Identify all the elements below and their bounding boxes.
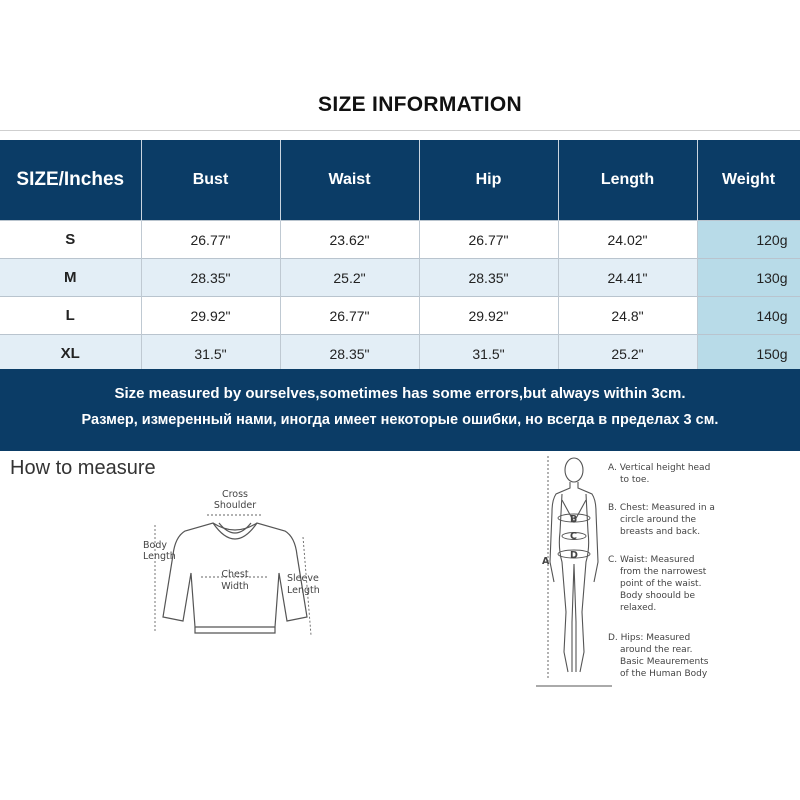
length-cell: 24.8": [558, 297, 697, 335]
note-english: Size measured by ourselves,sometimes has some errors,but always within 3cm.: [114, 385, 686, 402]
header-size: SIZE/Inches: [0, 140, 141, 221]
note-d-line4: of the Human Body: [620, 669, 708, 679]
note-d-line1: D. Hips: Measured: [608, 633, 691, 643]
note-c-line1: C. Waist: Measured: [608, 555, 695, 565]
body-measure-diagram: [530, 452, 770, 692]
waist-cell: 25.2": [280, 259, 419, 297]
table-row: [0, 259, 800, 297]
note-c-line3: point of the waist.: [620, 579, 702, 589]
sweater-measure-diagram: [135, 485, 335, 645]
sleeve-length-label-2: Length: [287, 585, 320, 596]
table-row: [0, 335, 800, 373]
header-weight: Weight: [697, 140, 800, 221]
bust-cell: 31.5": [141, 335, 280, 373]
weight-cell: 120g: [697, 221, 800, 259]
note-b-line3: breasts and back.: [620, 527, 701, 537]
note-d-line2: around the rear.: [620, 645, 693, 655]
table-row: [0, 221, 800, 259]
body-length-label-2: Length: [143, 551, 176, 562]
size-cell: L: [0, 297, 141, 335]
note-a-line1: A. Vertical height head: [608, 463, 711, 473]
hip-cell: 26.77": [419, 221, 558, 259]
note-russian: Размер, измеренный нами, иногда имеет некоторые ошибки, но всегда в пределах 3 см.: [81, 412, 719, 428]
human-body-icon: [550, 458, 598, 672]
header-length: Length: [558, 140, 697, 221]
weight-cell: 140g: [697, 297, 800, 335]
cross-shoulder-label-2: Shoulder: [213, 500, 257, 511]
size-cell: XL: [0, 335, 141, 373]
note-c-line5: relaxed.: [620, 603, 657, 613]
waist-cell: 23.62": [280, 221, 419, 259]
waist-cell: 26.77": [280, 297, 419, 335]
letter-d: D: [570, 550, 578, 561]
table-header-row: [0, 140, 800, 221]
header-waist: Waist: [280, 140, 419, 221]
measurement-note-banner: [0, 369, 800, 451]
hip-cell: 28.35": [419, 259, 558, 297]
sleeve-length-label-1: Sleeve: [287, 573, 319, 584]
note-a-line2: to toe.: [620, 475, 650, 485]
note-b-line1: B. Chest: Measured in a: [608, 503, 715, 513]
weight-cell: 130g: [697, 259, 800, 297]
letter-b: B: [570, 514, 578, 525]
bust-cell: 26.77": [141, 221, 280, 259]
size-cell: M: [0, 259, 141, 297]
body-length-label-1: Body: [143, 540, 167, 551]
note-c-line4: Body shoould be: [620, 591, 696, 601]
weight-cell: 150g: [697, 335, 800, 373]
hip-cell: 29.92": [419, 297, 558, 335]
divider: [0, 130, 800, 131]
header-hip: Hip: [419, 140, 558, 221]
letter-c: C: [570, 531, 577, 542]
note-b-line2: circle around the: [620, 515, 697, 525]
table-row: [0, 297, 800, 335]
bust-cell: 28.35": [141, 259, 280, 297]
waist-cell: 28.35": [280, 335, 419, 373]
length-cell: 24.41": [558, 259, 697, 297]
size-cell: S: [0, 221, 141, 259]
header-bust: Bust: [141, 140, 280, 221]
hip-cell: 31.5": [419, 335, 558, 373]
chest-width-label-1: Chest: [221, 569, 249, 580]
letter-a: A: [542, 556, 550, 567]
note-d-line3: Basic Meaurements: [620, 657, 709, 667]
cross-shoulder-label-1: Cross: [221, 489, 249, 500]
length-cell: 24.02": [558, 221, 697, 259]
chest-width-label-2: Width: [221, 581, 249, 592]
how-to-measure-title: How to measure: [10, 457, 156, 479]
length-cell: 25.2": [558, 335, 697, 373]
page-title: SIZE INFORMATION: [318, 93, 522, 116]
size-table: [0, 140, 800, 372]
bust-cell: 29.92": [141, 297, 280, 335]
note-c-line2: from the narrowest: [620, 567, 707, 577]
